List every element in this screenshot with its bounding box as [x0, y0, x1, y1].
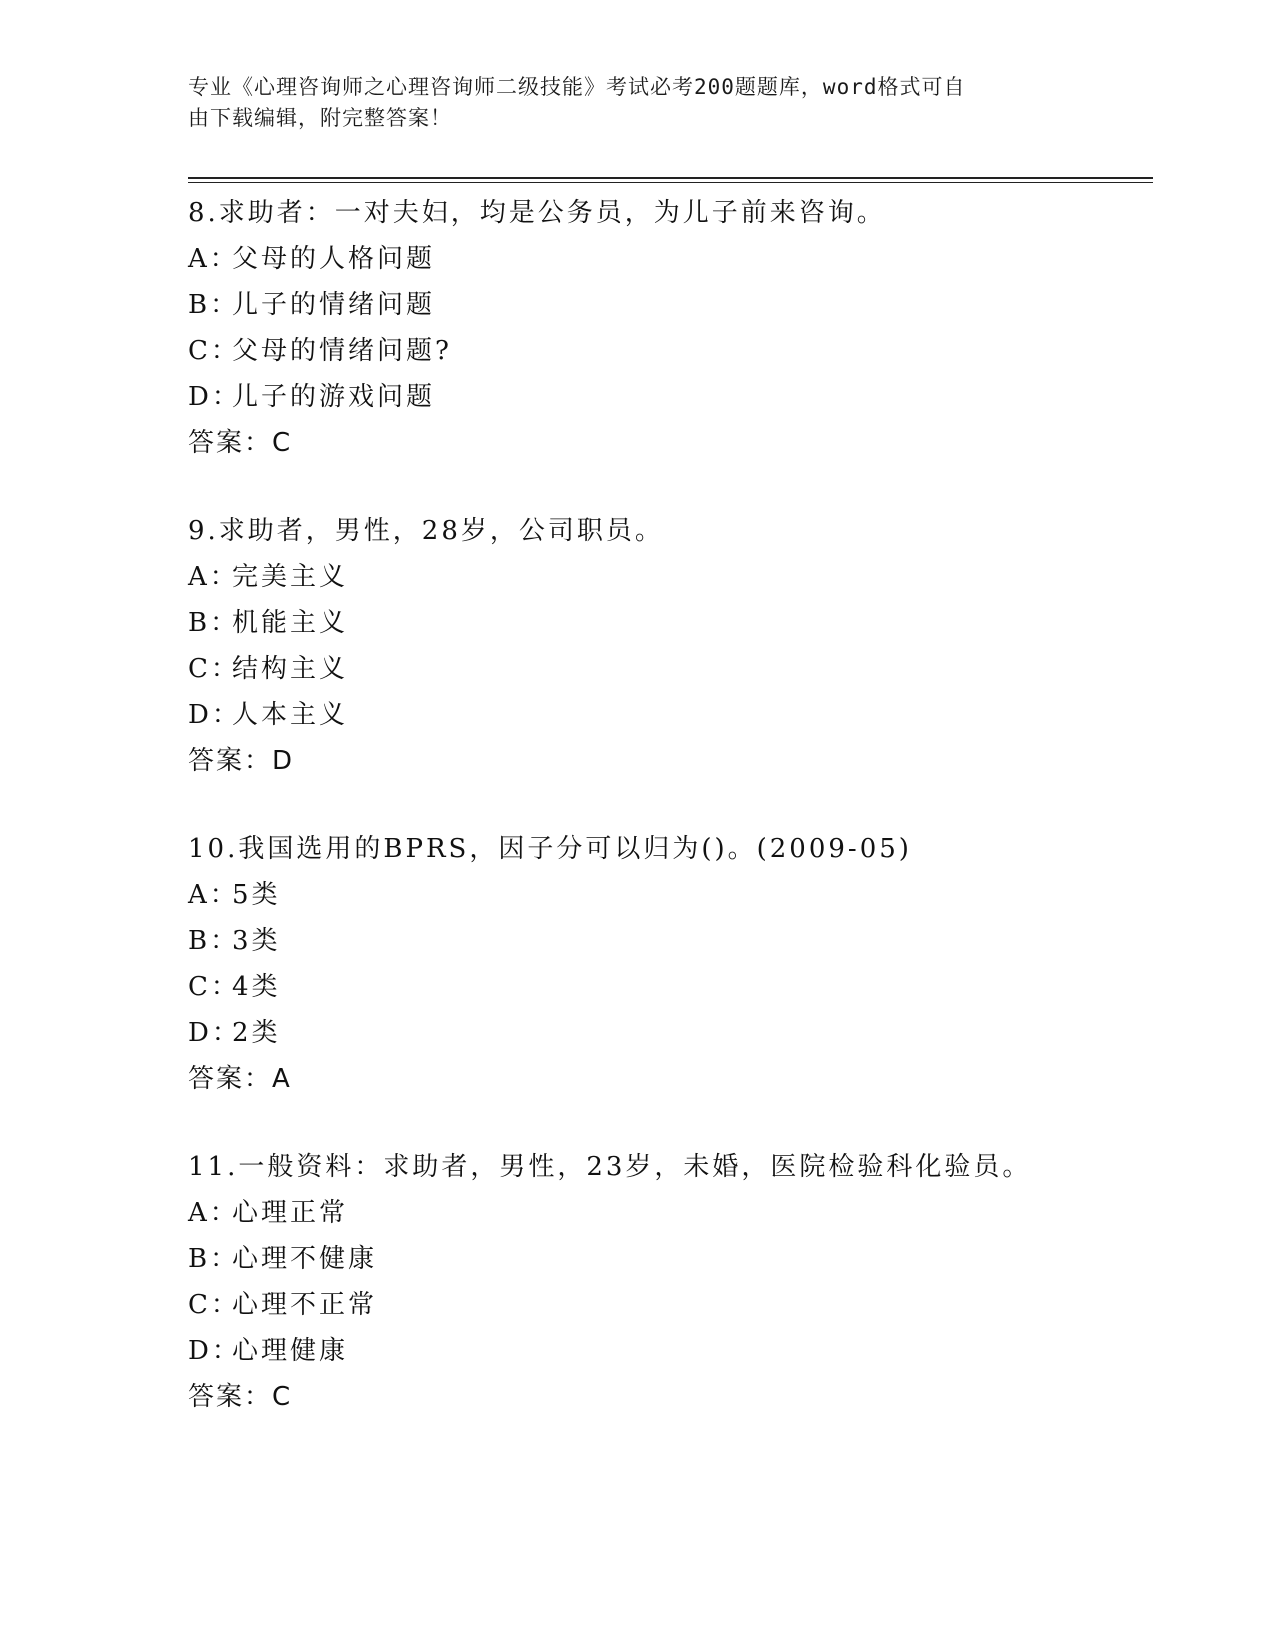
question-stem: 11.一般资料：求助者，男性，23岁，未婚，医院检验科化验员。 [188, 1152, 1032, 1182]
option-text: 机能主义 [232, 608, 349, 638]
question-stem: 9.求助者，男性，28岁，公司职员。 [188, 516, 664, 546]
option-b [188, 600, 1153, 646]
option-text: 完美主义 [232, 562, 349, 592]
header-line-2: 由下载编辑，附完整答案！ [188, 106, 452, 130]
option-d [188, 1010, 1153, 1056]
option-a [188, 236, 1153, 282]
option-a [188, 554, 1153, 600]
option-text: 2类 [232, 1018, 281, 1048]
option-d [188, 692, 1153, 738]
option-text: 5类 [232, 880, 281, 910]
option-a [188, 872, 1153, 918]
option-key: A： [188, 244, 239, 274]
option-text: 父母的人格问题 [232, 244, 436, 274]
option-text: 儿子的情绪问题 [232, 290, 436, 320]
option-key: D： [188, 1336, 241, 1366]
option-key: A： [188, 562, 239, 592]
option-key: D： [188, 700, 241, 730]
option-key: B： [188, 1244, 240, 1274]
answer-label: 答案：D [188, 746, 295, 776]
option-text: 结构主义 [232, 654, 349, 684]
option-text: 人本主义 [232, 700, 349, 730]
option-text: 心理不正常 [232, 1290, 378, 1320]
question-9 [188, 508, 1153, 784]
option-key: D： [188, 382, 241, 412]
option-a [188, 1190, 1153, 1236]
option-text: 心理健康 [232, 1336, 349, 1366]
option-text: 4类 [232, 972, 281, 1002]
option-key: D： [188, 1018, 241, 1048]
option-text: 心理正常 [232, 1198, 349, 1228]
option-key: B： [188, 926, 240, 956]
document-header [188, 72, 1068, 134]
option-key: B： [188, 608, 240, 638]
option-d [188, 1328, 1153, 1374]
option-key: C： [188, 1290, 240, 1320]
header-rule-thin [188, 182, 1153, 183]
header-line-1: 专业《心理咨询师之心理咨询师二级技能》考试必考200题题库，word格式可自 [188, 75, 966, 99]
option-b [188, 282, 1153, 328]
option-text: 儿子的游戏问题 [232, 382, 436, 412]
answer-label: 答案：C [188, 428, 293, 458]
option-c [188, 1282, 1153, 1328]
option-key: B： [188, 290, 240, 320]
option-key: C： [188, 654, 240, 684]
option-b [188, 918, 1153, 964]
question-stem: 8.求助者：一对夫妇，均是公务员，为儿子前来咨询。 [188, 198, 886, 228]
question-list [188, 190, 1153, 1462]
question-8 [188, 190, 1153, 466]
answer-label: 答案：C [188, 1382, 293, 1412]
option-c [188, 964, 1153, 1010]
header-rule-thick [188, 177, 1153, 179]
option-key: A： [188, 1198, 239, 1228]
option-text: 父母的情绪问题? [232, 336, 452, 366]
option-d [188, 374, 1153, 420]
question-stem: 10.我国选用的BPRS，因子分可以归为()。(2009-05) [188, 834, 912, 864]
option-text: 3类 [232, 926, 281, 956]
option-b [188, 1236, 1153, 1282]
option-key: A： [188, 880, 239, 910]
option-c [188, 646, 1153, 692]
question-10 [188, 826, 1153, 1102]
question-11 [188, 1144, 1153, 1420]
option-text: 心理不健康 [232, 1244, 378, 1274]
answer-label: 答案：A [188, 1064, 292, 1094]
option-c [188, 328, 1153, 374]
option-key: C： [188, 336, 240, 366]
option-key: C： [188, 972, 240, 1002]
